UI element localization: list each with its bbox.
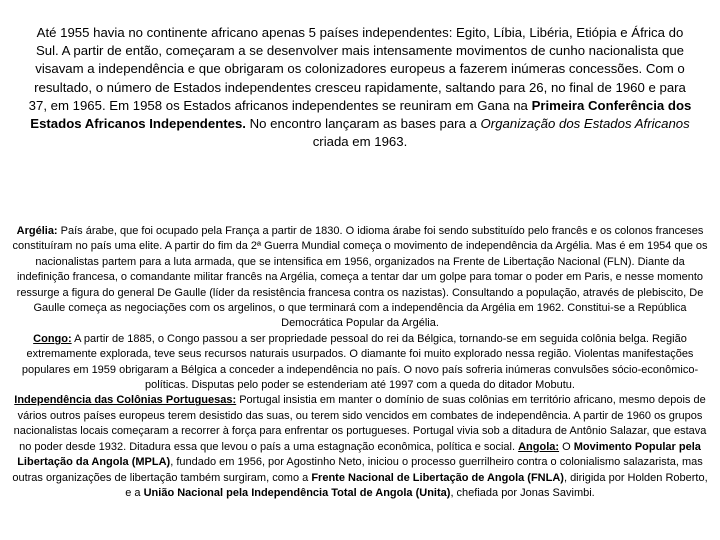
- congo-paragraph: [8, 332, 712, 394]
- argelia-paragraph: [8, 224, 712, 332]
- portuguesas-text-4: , dirigida por Holden Roberto, e a: [125, 471, 708, 499]
- angola-heading: Angola:: [518, 440, 560, 453]
- intro-section: [24, 24, 696, 151]
- portuguesas-text-1: Portugal insistia em manter o domínio de suas colônias em território africano, mesmo depois de vários outros países europeus terem desistido das suas, ou terem sido vencidos em combates de independência. A partir de 1960 os grupos nacionalistas locais começaram a recorrer à força para enfrentar os portugueses. Portugal vivia sob a ditadura de Antônio Salazar, que estava no poder desde 1932. Ditadura essa que levou o país a uma estagnação econômica, política e social.: [13, 394, 707, 453]
- intro-paragraph: [24, 24, 696, 151]
- argelia-text: País árabe, que foi ocupado pela França a partir de 1830. O idioma árabe foi sendo substituído pelo francês e os colonos franceses constituíram no país uma elite. A partir do fim da 2ª Guerra Mundial começa o movimento de independência da Argélia. Mas é em 1954 que os nacionalistas partem para a luta armada, que se intensifica em 1956, organizados na Frente de Libertação Nacional (FLN). Diante da indefinição francesa, o comandante militar francês na Argélia, começa a tentar dar um golpe para tomar o poder em Paris, e nesse momento ressurge a figura do general De Gaulle (líder da resistência francesa contra os nazistas). Consultando a população, através de plebiscito, De Gaulle começa as negociações com os argelinos, o que terminará com a independência da Argélia em 1962. Constitui-se a República Democrática Popular da Argélia.: [12, 225, 708, 330]
- congo-text: A partir de 1885, o Congo passou a ser propriedade pessoal do rei da Bélgica, tornando-se em seguida colônia belga. Região extremamente explorada, teve seus recursos naturais usurpados. O diamante foi muito explorado nessa região. Violentas manifestações populares em 1959 obrigaram a Bélgica a conceder a independência no país. O novo país sofreria inúmeras convulsões sócio-econômico-políticas. Disputas pelo poder se estenderiam até 1997 com a queda do ditador Mobutu.: [21, 332, 699, 392]
- portuguesas-text-5: , chefiada por Jonas Savimbi.: [450, 486, 595, 499]
- congo-heading: Congo:: [33, 332, 72, 345]
- portuguesas-paragraph: [8, 393, 712, 501]
- details-section: [8, 224, 712, 501]
- fnla-name: Frente Nacional de Libertação de Angola (FNLA): [311, 471, 564, 484]
- portuguesas-text-3: , fundado em 1956, por Agostinho Neto, iniciou o processo guerrilheiro contra o colonialismo salazarista, mas outras organizações de libertação também surgiram, como a: [12, 456, 703, 484]
- mpla-name: Movimento Popular pela Libertação da Angola (MPLA): [17, 440, 701, 469]
- portuguesas-heading: Independência das Colônias Portuguesas:: [14, 394, 237, 407]
- conference-name: Primeira Conferência dos Estados Africanos Independentes.: [30, 97, 692, 132]
- argelia-heading: Argélia:: [16, 225, 58, 237]
- portuguesas-text-2: O: [559, 440, 574, 453]
- unita-name: União Nacional pela Independência Total de Angola (Unita): [143, 486, 451, 499]
- intro-text-3: criada em 1963.: [312, 134, 408, 150]
- organization-name: Organização dos Estados Africanos: [480, 116, 690, 132]
- intro-text-2: No encontro lançaram as bases para a: [245, 116, 481, 132]
- intro-text-1: Até 1955 havia no continente africano apenas 5 países independentes: Egito, Líbia, Libéria, Etiópia e África do Sul. A partir de então, começaram a se desenvolver mais intensamente movimentos de cunho nacionalista que visavam a independência e que obrigaram os colonizadores europeus a fazerem inúmeras concessões. Com o resultado, o número de Estados independentes cresceu rapidamente, saltando para 26, no final de 1960 e para 37, em 1965. Em 1958 os Estados africanos independentes se reuniram em Gana na: [28, 25, 686, 113]
